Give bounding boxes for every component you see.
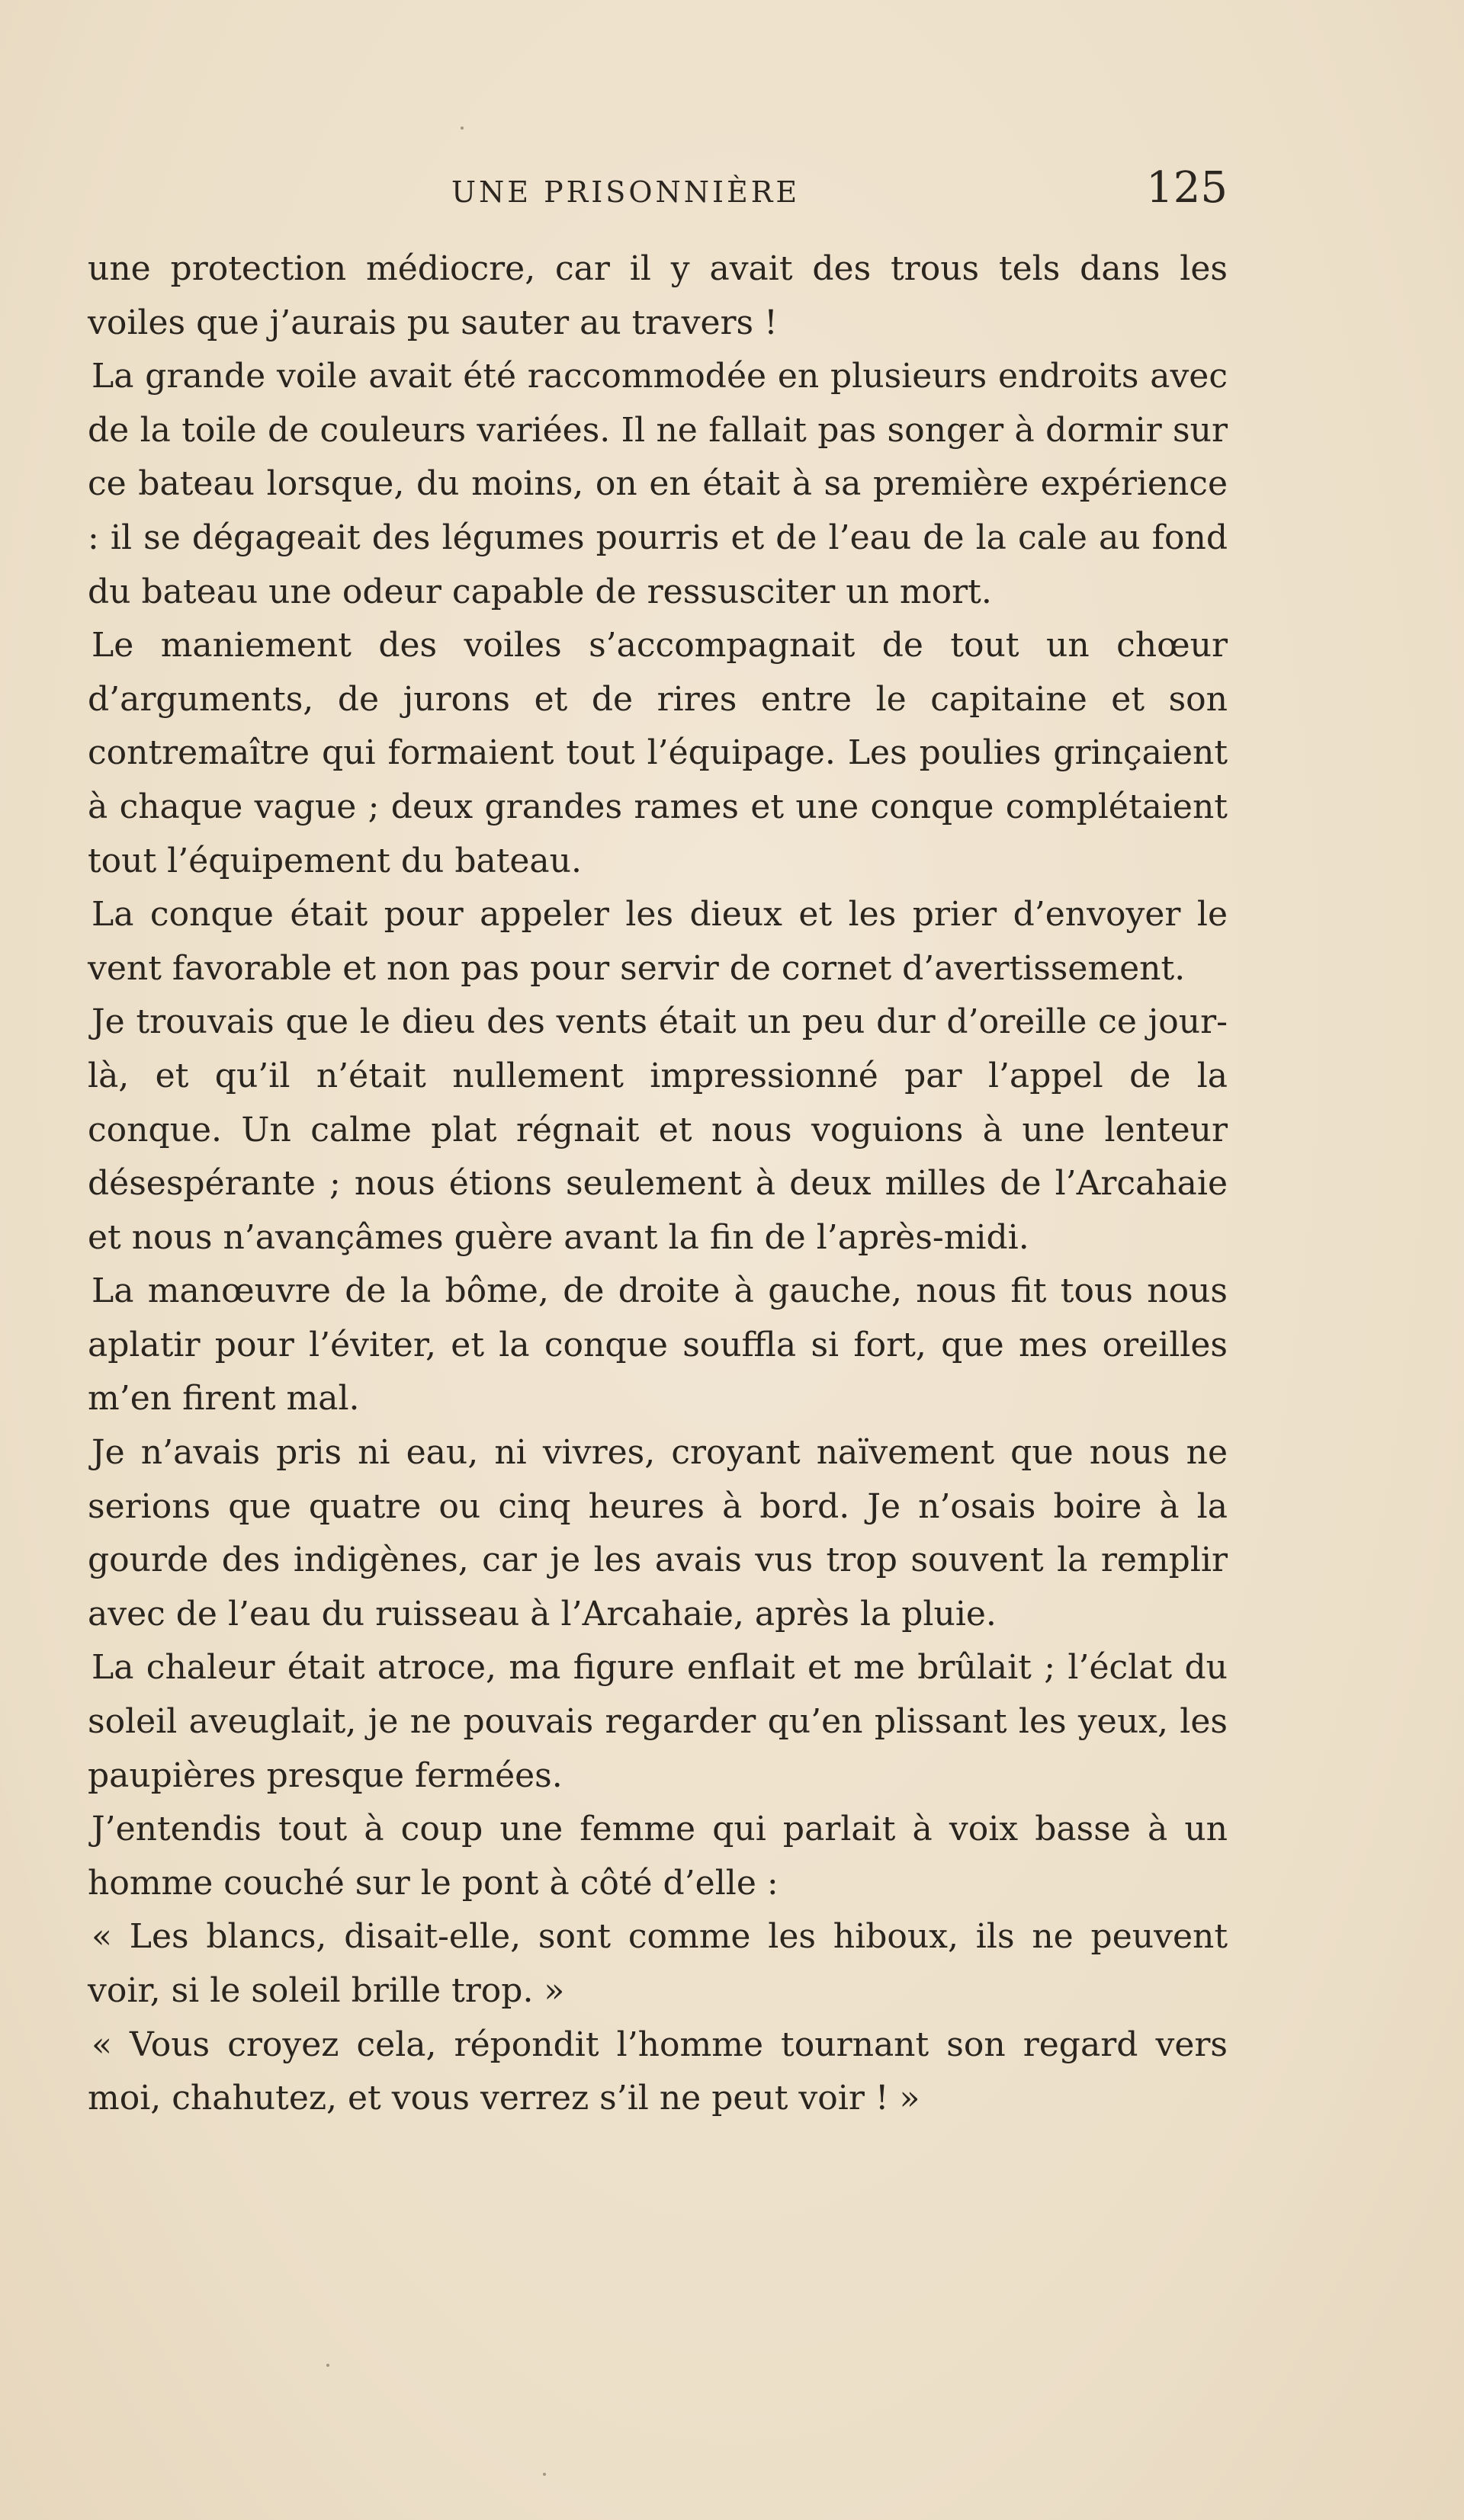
paragraph: une protection médiocre, car il y avait des trous tels dans les voiles que j’aurais pu sauter au travers ! xyxy=(88,249,1228,342)
paragraph: La grande voile avait été raccommodée en plusieurs endroits avec de la toile de couleurs variées. Il ne fallait pas songer à dormir sur ce bateau lorsque, du moins, on en était à sa première expérience : il se dégageait des légumes pourris et de l’eau de la cale au fond du bateau une odeur capable de ressusciter un mort. xyxy=(88,357,1228,611)
text-body xyxy=(88,242,1228,2126)
page-header xyxy=(88,163,1228,224)
paragraph: La manœuvre de la bôme, de droite à gauche, nous fit tous nous aplatir pour l’éviter, et la conque souffla si fort, que mes oreilles m’en firent mal. xyxy=(88,1271,1228,1419)
paragraph: La conque était pour appeler les dieux et les prier d’envoyer le vent favorable et non pas pour servir de cornet d’avertissement. xyxy=(88,895,1228,988)
paragraph: « Vous croyez cela, répondit l’homme tournant son regard vers moi, chahutez, et vous verrez s’il ne peut voir ! » xyxy=(88,2025,1228,2118)
paragraph: La chaleur était atroce, ma figure enflait et me brûlait ; l’éclat du soleil aveuglait, je ne pouvais regarder qu’en plissant les yeux, les paupières presque fermées. xyxy=(88,1648,1228,1795)
paragraph: Je n’avais pris ni eau, ni vivres, croyant naïvement que nous ne serions que quatre ou cinq heures à bord. Je n’osais boire à la gourde des indigènes, car je les avais vus trop souvent la remplir avec de l’eau du ruisseau à l’Arcahaie, après la pluie. xyxy=(88,1433,1228,1634)
paper-speck xyxy=(326,2364,329,2367)
running-title: UNE PRISONNIÈRE xyxy=(451,175,801,209)
page-number: 125 xyxy=(1146,163,1228,213)
paragraph: Je trouvais que le dieu des vents était un peu dur d’oreille ce jour-là, et qu’il n’était nullement impressionné par l’appel de la conque. Un calme plat régnait et nous voguions à une lenteur désespérante ; nous étions seulement à deux milles de l’Arcahaie et nous n’avançâmes guère avant la fin de l’après-midi. xyxy=(88,1002,1228,1257)
paragraph: Le maniement des voiles s’accompagnait de tout un chœur d’arguments, de jurons et de rires entre le capitaine et son contremaître qui formaient tout l’équipage. Les poulies grinçaient à chaque vague ; deux grandes rames et une conque complétaient tout l’équipement du bateau. xyxy=(88,626,1228,880)
paper-speck xyxy=(461,127,464,130)
paper-speck xyxy=(543,2473,546,2476)
paragraph: J’entendis tout à coup une femme qui parlait à voix basse à un homme couché sur le pont à côté d’elle : xyxy=(88,1810,1228,1903)
paragraph: « Les blancs, disait-elle, sont comme les hiboux, ils ne peuvent voir, si le soleil brille trop. » xyxy=(88,1917,1228,2010)
